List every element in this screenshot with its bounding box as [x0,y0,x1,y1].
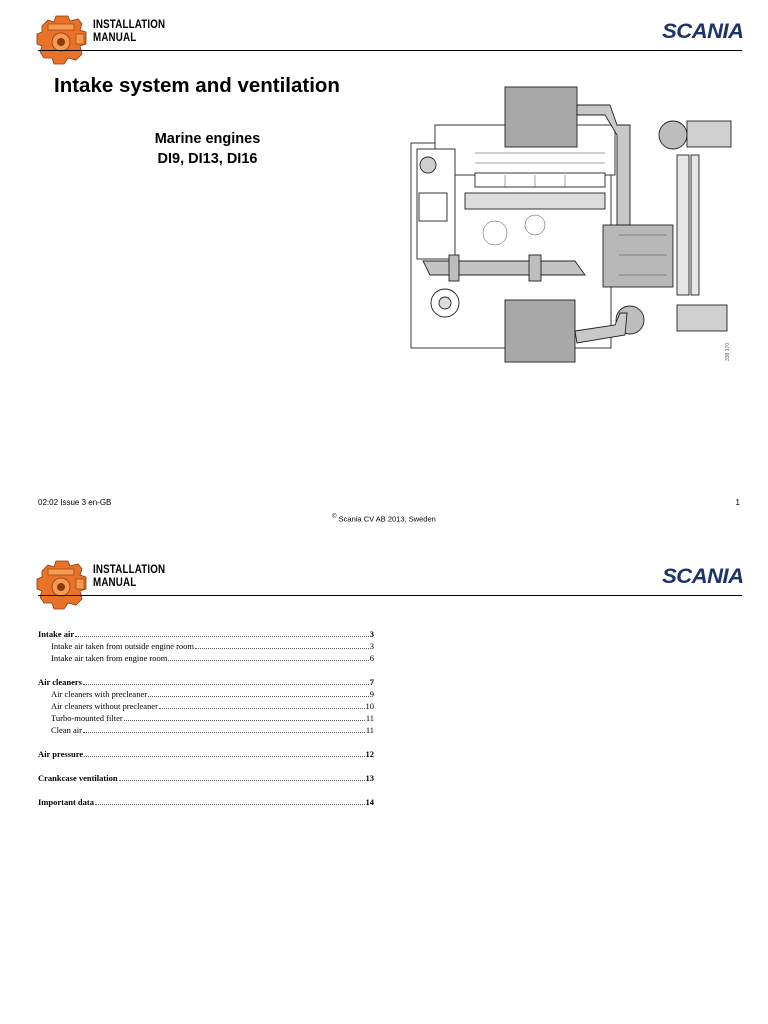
toc-entry-page: 9 [369,689,374,699]
footer-page-number: 1 [735,498,740,507]
toc-leader-dots [148,687,369,697]
toc-leader-dots [119,771,365,781]
toc-leader-dots [83,675,369,685]
toc-leader-dots [75,627,369,637]
toc-entry-page: 14 [365,797,374,807]
toc-entry[interactable] [38,687,374,699]
toc-entry-page: 10 [365,701,374,711]
toc-leader-dots [84,747,364,757]
figure-number: 338 170 [725,342,731,361]
toc-leader-dots [159,699,365,709]
header-divider [38,50,742,51]
engine-logo-icon [34,555,90,611]
toc-entry-title: Air pressure [38,749,84,759]
toc-spacer [38,735,374,747]
toc-leader-dots [95,795,365,805]
toc-entry[interactable] [38,795,374,807]
copyright-symbol: © [332,514,337,520]
toc-entry[interactable] [38,675,374,687]
footer-issue: 02:02 Issue 3 en-GB [38,498,112,507]
page-header [0,0,768,60]
toc-spacer [38,759,374,771]
manual-title-line1: INSTALLATION [93,564,166,576]
brand-logo: SCANIA [662,20,744,43]
toc-entry[interactable] [38,639,374,651]
toc-entry[interactable] [38,651,374,663]
toc-entry[interactable] [38,771,374,783]
engine-illustration [405,85,735,365]
toc-entry-page: 3 [369,629,374,639]
toc-entry-title: Intake air [38,629,75,639]
copyright [0,514,768,524]
toc-entry-title: Important data [38,797,94,807]
toc-entry[interactable] [38,723,374,735]
engine-logo-icon [34,10,90,66]
toc-leader-dots [195,639,369,649]
brand-logo: SCANIA [662,565,744,588]
toc-leader-dots [168,651,368,661]
toc-entry-title: Clean air [51,725,82,735]
header-divider [38,595,742,596]
toc-entry-title: Air cleaners with precleaner [51,689,148,699]
subtitle-line2: DI9, DI13, DI16 [157,151,258,167]
toc-entry-title: Air cleaners without precleaner [51,701,158,711]
toc-entry-title: Intake air taken from outside engine room [51,641,195,651]
subtitle-line1: Marine engines [154,131,261,147]
table-of-contents [38,627,374,807]
toc-entry-page: 7 [369,677,374,687]
toc-spacer [38,663,374,675]
manual-title-line2: MANUAL [93,577,137,589]
page-header [0,545,768,605]
toc-entry[interactable] [38,699,374,711]
manual-title-line2: MANUAL [93,32,137,44]
toc-entry-title: Air cleaners [38,677,82,687]
toc-entry[interactable] [38,627,374,639]
toc-leader-dots [124,711,365,721]
toc-entry-title: Crankcase ventilation [38,773,118,783]
manual-title-line1: INSTALLATION [93,19,166,31]
toc-entry-page: 6 [369,653,374,663]
toc-entry-page: 11 [365,725,374,735]
toc-entry[interactable] [38,711,374,723]
manual-title [93,19,165,45]
toc-entry-title: Intake air taken from engine room [51,653,168,663]
document-title: Intake system and ventilation [54,74,340,97]
manual-title [93,564,165,590]
toc-entry-page: 3 [369,641,374,651]
toc-entry[interactable] [38,747,374,759]
copyright-text: Scania CV AB 2013, Sweden [338,514,436,524]
toc-entry-title: Turbo-mounted filter [51,713,123,723]
toc-entry-page: 12 [365,749,374,759]
page-2 [0,545,768,1024]
toc-leader-dots [83,723,365,733]
document-subtitle [120,129,295,169]
toc-spacer [38,783,374,795]
toc-entry-page: 13 [365,773,374,783]
toc-entry-page: 11 [365,713,374,723]
